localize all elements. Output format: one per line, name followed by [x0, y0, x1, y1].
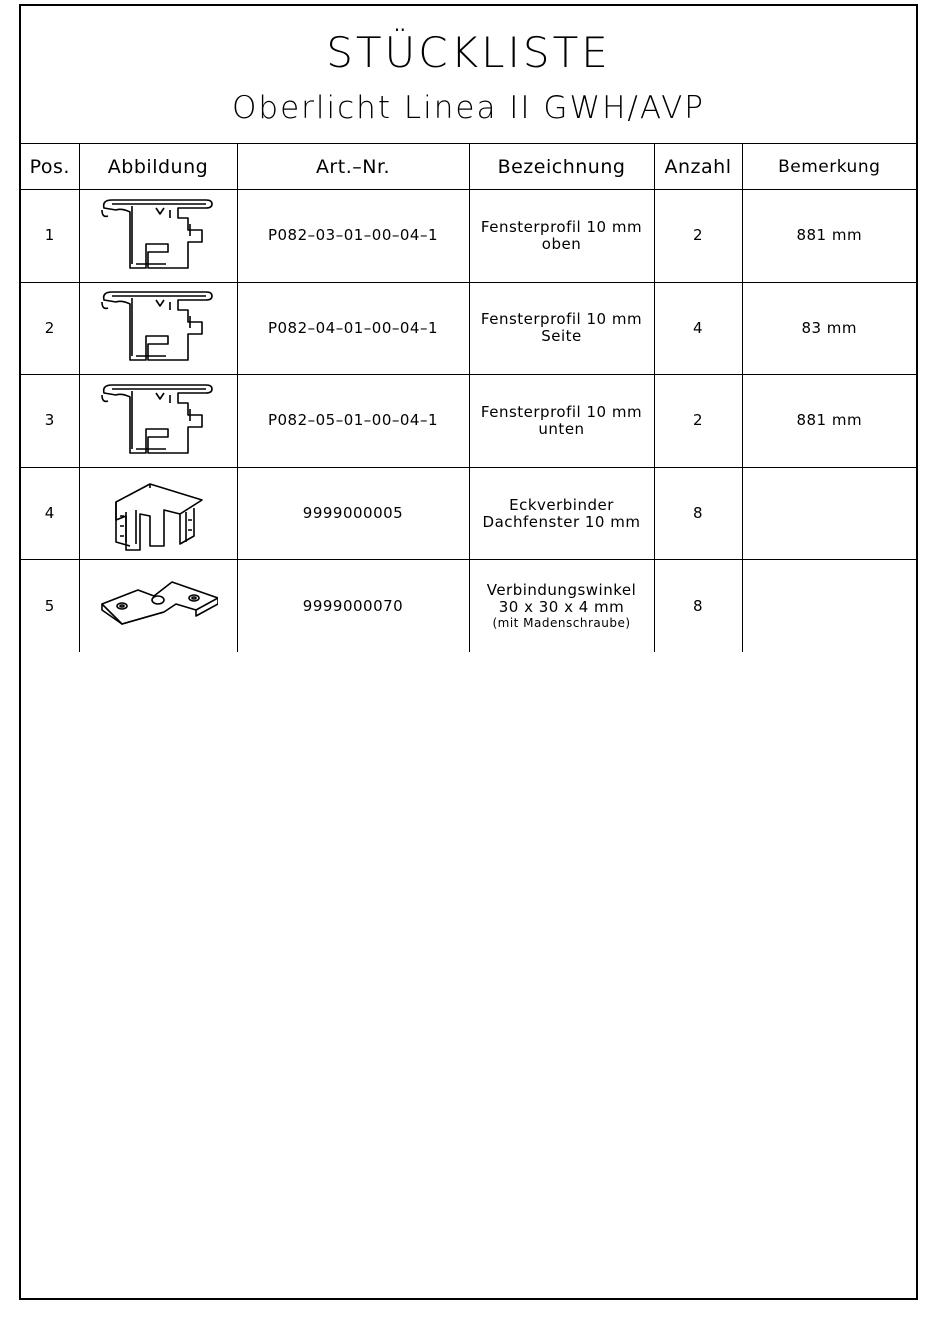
- remark-cell: 881 mm: [742, 190, 916, 283]
- description-line-1: Fensterprofil 10 mm: [480, 217, 643, 236]
- pos-cell: 3: [21, 375, 79, 468]
- col-header-image: Abbildung: [79, 144, 237, 190]
- table-row-5: [21, 560, 916, 653]
- image-cell: [79, 190, 237, 283]
- article-number-cell: 9999000070: [237, 560, 469, 653]
- description-line-1: Fensterprofil 10 mm: [480, 402, 643, 421]
- remark-cell: [742, 560, 916, 653]
- description-line-1: Eckverbinder: [509, 495, 614, 514]
- description-cell: [469, 190, 654, 283]
- quantity-value: 2: [692, 226, 704, 245]
- pos-cell: 5: [21, 560, 79, 653]
- description-cell: [469, 375, 654, 468]
- col-header-quantity: Anzahl: [654, 144, 742, 190]
- table-row-1: [21, 190, 916, 283]
- col-header-pos: Pos.: [21, 144, 79, 190]
- quantity-value: 8: [692, 504, 704, 523]
- description-line-1: Verbindungswinkel: [486, 580, 637, 599]
- description-cell: [469, 560, 654, 653]
- image-cell: [79, 560, 237, 653]
- description-line-2: 30 x 30 x 4 mm: [498, 597, 625, 616]
- quantity-cell: [654, 560, 742, 653]
- table-header-row: [21, 144, 916, 190]
- article-number-cell: P082–03–01–00–04–1: [237, 190, 469, 283]
- corner-connector-icon: [80, 472, 237, 556]
- table-row-3: [21, 375, 916, 468]
- article-number-cell: P082–05–01–00–04–1: [237, 375, 469, 468]
- quantity-value: 2: [692, 411, 704, 430]
- title-block: [21, 6, 916, 144]
- description-line-2: unten: [538, 419, 585, 438]
- description-line-2: Seite: [541, 327, 582, 346]
- remark-cell: 881 mm: [742, 375, 916, 468]
- quantity-cell: [654, 375, 742, 468]
- window-profile-side-icon: [80, 286, 237, 370]
- description-cell: [469, 282, 654, 375]
- window-profile-top-icon: [80, 194, 237, 278]
- description-note: (mit Madenschraube): [492, 615, 631, 630]
- image-cell: [79, 467, 237, 560]
- col-header-article-number: Art.–Nr.: [237, 144, 469, 190]
- col-header-description: Bezeichnung: [469, 144, 654, 190]
- table-row-2: [21, 282, 916, 375]
- article-number-cell: P082–04–01–00–04–1: [237, 282, 469, 375]
- quantity-value: 4: [692, 318, 704, 337]
- table-row-4: [21, 467, 916, 560]
- pos-cell: 2: [21, 282, 79, 375]
- quantity-cell: [654, 467, 742, 560]
- remark-cell: 83 mm: [742, 282, 916, 375]
- description-cell: [469, 467, 654, 560]
- article-number-cell: 9999000005: [237, 467, 469, 560]
- document-subtitle: Oberlicht Linea II GWH/AVP: [232, 90, 705, 126]
- connection-angle-icon: [80, 576, 237, 636]
- parts-table: [21, 143, 916, 652]
- quantity-value: 8: [692, 596, 704, 615]
- parts-list-sheet: [19, 4, 918, 1300]
- quantity-cell: [654, 282, 742, 375]
- description-line-2: Dachfenster 10 mm: [482, 512, 641, 531]
- quantity-cell: [654, 190, 742, 283]
- remark-cell: [742, 467, 916, 560]
- window-profile-bottom-icon: [80, 379, 237, 463]
- col-header-remark: Bemerkung: [742, 144, 916, 190]
- document-title: STÜCKLISTE: [326, 28, 611, 77]
- description-line-2: oben: [541, 234, 582, 253]
- pos-cell: 4: [21, 467, 79, 560]
- image-cell: [79, 282, 237, 375]
- pos-cell: 1: [21, 190, 79, 283]
- description-line-1: Fensterprofil 10 mm: [480, 310, 643, 329]
- image-cell: [79, 375, 237, 468]
